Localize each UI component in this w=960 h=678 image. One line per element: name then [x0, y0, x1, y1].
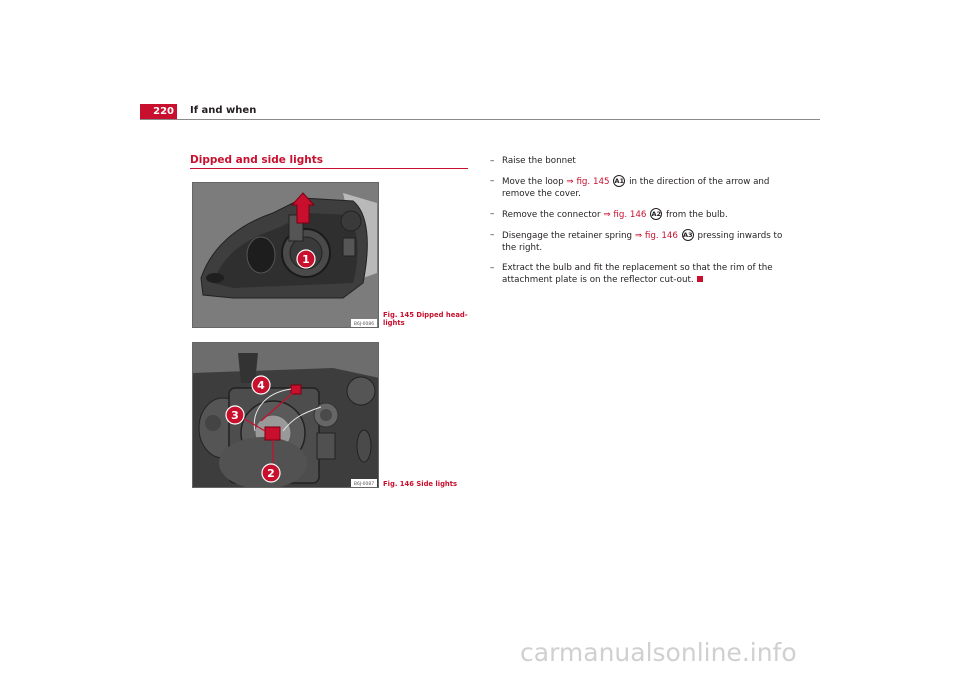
header-rule [140, 119, 820, 120]
figure-reference-link[interactable]: ⇒ fig. 146 [634, 231, 678, 241]
step-move-loop [490, 175, 790, 200]
instruction-list [490, 155, 790, 294]
step-text: Disengage the retainer spring [502, 231, 635, 241]
page-number: 220 [140, 104, 177, 119]
step-text: from the bulb. [663, 210, 728, 220]
callout-badge: A2 [651, 210, 662, 218]
figure-marker-3: 3 [231, 409, 239, 422]
section-title: Dipped and side lights [190, 154, 323, 166]
step-remove-connector [490, 208, 790, 221]
watermark: carmanualsonline.info [520, 638, 797, 667]
step-text: in the direction of the arrow and remove the cover. [502, 177, 770, 199]
section-rule [190, 168, 468, 169]
step-text: Extract the bulb and fit the replacement so that the rim of the attachment plate is on the reflector cut-out. [502, 263, 773, 285]
figure-code: B6J-0086 [353, 322, 375, 327]
step-raise-bonnet [490, 155, 790, 167]
figure-caption: Fig. 146 Side lights [383, 480, 458, 488]
running-title: If and when [190, 105, 257, 116]
step-dash: – [490, 263, 495, 273]
step-dash: – [490, 156, 495, 166]
headlight-rear-illustration [193, 183, 379, 328]
figure-code: B6J-0087 [353, 482, 375, 487]
step-text: Raise the bonnet [502, 156, 576, 166]
figure-marker-4: 4 [257, 379, 265, 392]
figure-marker-2: 2 [267, 467, 275, 480]
step-text: Move the loop [502, 177, 567, 187]
figure-side-lights [192, 342, 379, 488]
step-text: Remove the connector [502, 210, 604, 220]
figure-caption: Fig. 145 Dipped head-lights [383, 311, 468, 327]
step-dash: – [490, 176, 495, 186]
figure-reference-link[interactable]: ⇒ fig. 145 [566, 177, 610, 187]
step-disengage-spring [490, 229, 790, 254]
step-dash: – [490, 209, 495, 219]
callout-badge: A1 [614, 177, 625, 185]
step-dash: – [490, 230, 495, 240]
sidelight-illustration [193, 343, 379, 488]
figure-dipped-headlights [192, 182, 379, 328]
section-end-marker [697, 276, 703, 282]
figure-marker-1: 1 [302, 253, 310, 266]
callout-badge: A3 [682, 231, 693, 239]
figure-reference-link[interactable]: ⇒ fig. 146 [603, 210, 647, 220]
step-extract-bulb [490, 262, 790, 286]
step-text: pressing inwards to the right. [502, 231, 783, 253]
